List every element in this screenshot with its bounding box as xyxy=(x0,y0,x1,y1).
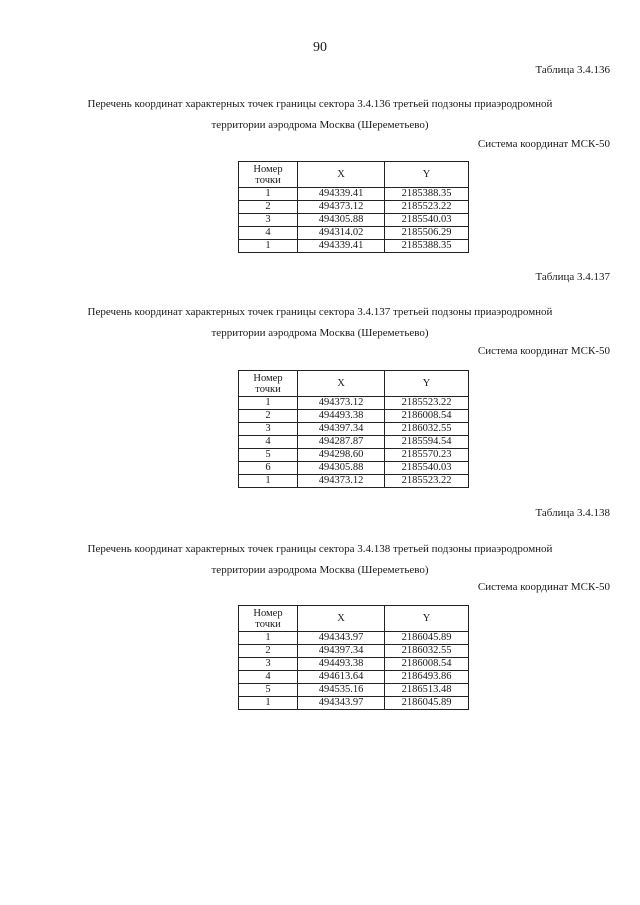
point-number-cell: 3 xyxy=(239,214,298,227)
column-header-y: Y xyxy=(385,606,469,632)
column-header-point-number: Номер точки xyxy=(239,371,298,397)
point-number-cell: 4 xyxy=(239,436,298,449)
x-cell: 494343.97 xyxy=(298,632,385,645)
column-header-x: X xyxy=(298,162,385,188)
x-cell: 494287.87 xyxy=(298,436,385,449)
x-cell: 494343.97 xyxy=(298,697,385,710)
x-cell: 494397.34 xyxy=(298,423,385,436)
y-cell: 2186008.54 xyxy=(385,658,469,671)
table-row xyxy=(239,684,469,697)
table-row xyxy=(239,449,469,462)
point-number-cell: 5 xyxy=(239,684,298,697)
coordinate-system-label: Система координат МСК-50 xyxy=(477,345,610,357)
point-number-cell: 1 xyxy=(239,632,298,645)
column-header-x: X xyxy=(298,371,385,397)
y-cell: 2185540.03 xyxy=(385,462,469,475)
table-heading-line: Перечень координат характерных точек границы сектора 3.4.136 третьей подзоны приаэродромной xyxy=(87,98,553,110)
table-header-row xyxy=(239,162,469,188)
table-caption: Таблица 3.4.137 xyxy=(535,271,610,283)
x-cell: 494314.02 xyxy=(298,227,385,240)
table-row xyxy=(239,214,469,227)
table-row xyxy=(239,475,469,488)
coordinate-system-label: Система координат МСК-50 xyxy=(477,581,610,593)
point-number-cell: 2 xyxy=(239,410,298,423)
table-row xyxy=(239,632,469,645)
point-number-cell: 2 xyxy=(239,645,298,658)
x-cell: 494373.12 xyxy=(298,475,385,488)
point-number-cell: 3 xyxy=(239,658,298,671)
table-row xyxy=(239,188,469,201)
table-heading-line: Перечень координат характерных точек границы сектора 3.4.138 третьей подзоны приаэродромной xyxy=(87,543,553,555)
y-cell: 2186032.55 xyxy=(385,645,469,658)
point-number-cell: 1 xyxy=(239,397,298,410)
coordinates-table xyxy=(238,605,469,710)
y-cell: 2185540.03 xyxy=(385,214,469,227)
x-cell: 494373.12 xyxy=(298,397,385,410)
coordinate-system-label: Система координат МСК-50 xyxy=(477,138,610,150)
column-header-y: Y xyxy=(385,371,469,397)
point-number-cell: 4 xyxy=(239,227,298,240)
x-cell: 494397.34 xyxy=(298,645,385,658)
y-cell: 2186513.48 xyxy=(385,684,469,697)
x-cell: 494298.60 xyxy=(298,449,385,462)
table-header-row xyxy=(239,371,469,397)
y-cell: 2185523.22 xyxy=(385,201,469,214)
y-cell: 2185523.22 xyxy=(385,475,469,488)
table-heading-line: Перечень координат характерных точек границы сектора 3.4.137 третьей подзоны приаэродромной xyxy=(87,306,553,318)
y-cell: 2186032.55 xyxy=(385,423,469,436)
point-number-cell: 6 xyxy=(239,462,298,475)
table-row xyxy=(239,462,469,475)
x-cell: 494339.41 xyxy=(298,240,385,253)
table-heading-line: территории аэродрома Москва (Шереметьево) xyxy=(211,564,429,576)
x-cell: 494493.38 xyxy=(298,658,385,671)
table-caption: Таблица 3.4.138 xyxy=(535,507,610,519)
x-cell: 494373.12 xyxy=(298,201,385,214)
column-header-point-number: Номер точки xyxy=(239,606,298,632)
x-cell: 494305.88 xyxy=(298,462,385,475)
y-cell: 2186045.89 xyxy=(385,697,469,710)
point-number-cell: 2 xyxy=(239,201,298,214)
table-heading xyxy=(0,539,640,581)
x-cell: 494535.16 xyxy=(298,684,385,697)
table-row xyxy=(239,658,469,671)
coordinates-table xyxy=(238,370,469,488)
table-heading xyxy=(0,94,640,136)
point-number-cell: 1 xyxy=(239,188,298,201)
table-caption: Таблица 3.4.136 xyxy=(535,64,610,76)
coordinates-table xyxy=(238,161,469,253)
table-row xyxy=(239,240,469,253)
point-number-cell: 3 xyxy=(239,423,298,436)
table-row xyxy=(239,423,469,436)
y-cell: 2185594.54 xyxy=(385,436,469,449)
x-cell: 494613.64 xyxy=(298,671,385,684)
y-cell: 2186045.89 xyxy=(385,632,469,645)
y-cell: 2186008.54 xyxy=(385,410,469,423)
point-number-cell: 1 xyxy=(239,475,298,488)
y-cell: 2185570.23 xyxy=(385,449,469,462)
x-cell: 494493.38 xyxy=(298,410,385,423)
table-row xyxy=(239,645,469,658)
table-row xyxy=(239,436,469,449)
point-number-cell: 4 xyxy=(239,671,298,684)
table-heading-line: территории аэродрома Москва (Шереметьево) xyxy=(211,327,429,339)
point-number-cell: 1 xyxy=(239,697,298,710)
table-row xyxy=(239,671,469,684)
table-row xyxy=(239,410,469,423)
column-header-x: X xyxy=(298,606,385,632)
y-cell: 2186493.86 xyxy=(385,671,469,684)
table-heading xyxy=(0,302,640,344)
y-cell: 2185388.35 xyxy=(385,240,469,253)
table-heading-line: территории аэродрома Москва (Шереметьево) xyxy=(211,119,429,131)
point-number-cell: 1 xyxy=(239,240,298,253)
column-header-y: Y xyxy=(385,162,469,188)
column-header-point-number: Номер точки xyxy=(239,162,298,188)
x-cell: 494305.88 xyxy=(298,214,385,227)
page-number: 90 xyxy=(313,40,327,55)
point-number-cell: 5 xyxy=(239,449,298,462)
table-row xyxy=(239,227,469,240)
y-cell: 2185388.35 xyxy=(385,188,469,201)
table-row xyxy=(239,201,469,214)
x-cell: 494339.41 xyxy=(298,188,385,201)
table-row xyxy=(239,697,469,710)
y-cell: 2185506.29 xyxy=(385,227,469,240)
table-row xyxy=(239,397,469,410)
y-cell: 2185523.22 xyxy=(385,397,469,410)
table-header-row xyxy=(239,606,469,632)
